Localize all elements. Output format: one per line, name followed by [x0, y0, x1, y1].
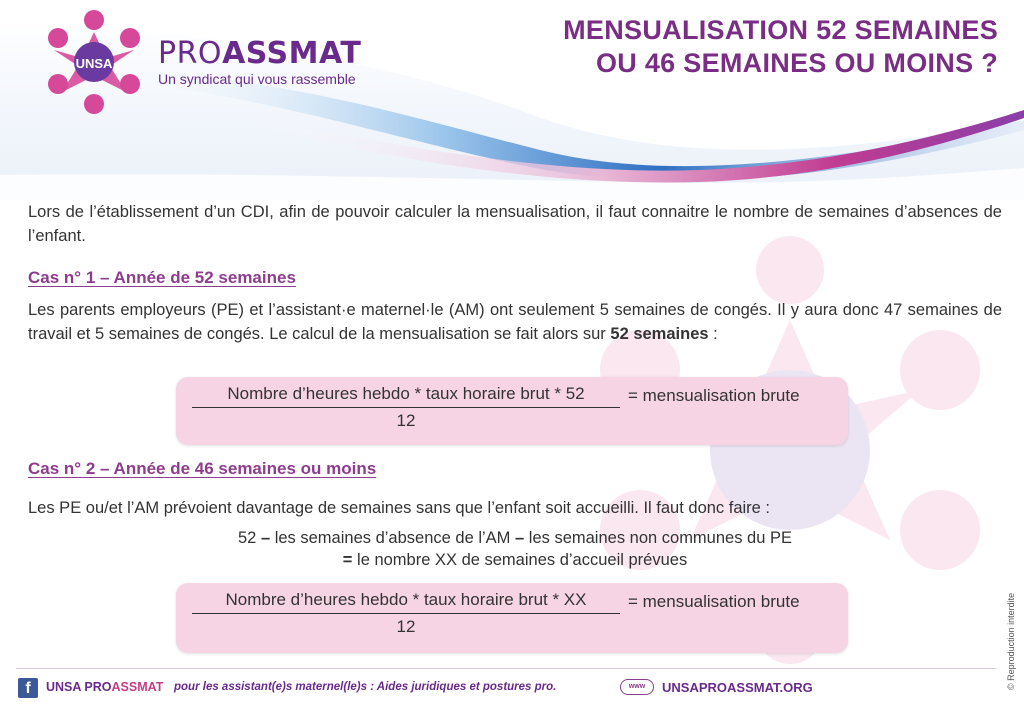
unsa-logo: [34, 6, 154, 118]
case2-formula-box: [176, 583, 848, 653]
case1-formula-result: = mensualisation brute: [628, 386, 800, 405]
case1-fraction: [192, 383, 620, 434]
calc-line2-equals: =: [342, 551, 353, 569]
website-link[interactable]: UNSAPROASSMAT.ORG: [662, 680, 813, 695]
page-title: [478, 14, 998, 80]
logo-text: UNSA: [75, 56, 113, 71]
brand-name-pro: PRO: [158, 36, 223, 71]
reproduction-notice: © Reproduction interdite: [1006, 592, 1016, 690]
www-icon[interactable]: www: [620, 679, 654, 695]
case1-formula-box: [176, 377, 848, 445]
case2-fraction: [192, 589, 620, 640]
brand-block: [158, 38, 361, 87]
calc-line1-e: les semaines non communes du PE: [524, 529, 792, 547]
case1-text-end: :: [708, 325, 718, 343]
footer-brand: [46, 680, 163, 694]
footer-brand-assmat: ASSMAT: [111, 680, 164, 694]
case2-calc-line2: [28, 549, 1002, 571]
intro-paragraph: Lors de l’établissement d’un CDI, afin de pouvoir calculer la mensualisation, il faut connaitre le nombre de semaines d’absences de l’enfant.: [28, 203, 1002, 245]
facebook-icon[interactable]: f: [18, 678, 38, 698]
footer-brand-unsa: UNSA PRO: [46, 680, 112, 694]
brand-tagline: Un syndicat qui vous rassemble: [158, 71, 356, 87]
case1-formula-numerator: Nombre d’heures hebdo * taux horaire brut * 52: [192, 383, 620, 408]
case1-text-bold: 52 semaines: [610, 325, 709, 343]
brand-name: [158, 38, 361, 70]
case1-paragraph: [28, 298, 1002, 346]
calc-line1-a: 52: [238, 529, 261, 547]
case2-formula-denominator: 12: [396, 617, 416, 636]
footer: [0, 668, 1024, 708]
case1-heading: Cas n° 1 – Année de 52 semaines: [28, 268, 296, 287]
calc-line1-c: les semaines d’absence de l’AM: [270, 529, 515, 547]
case2-calculation: [28, 527, 1002, 571]
calc-line2-b: le nombre XX de semaines d’accueil prévues: [352, 551, 688, 569]
page-title-line1: MENSUALISATION 52 SEMAINES: [563, 15, 998, 45]
calc-line1-dash1: –: [260, 529, 271, 547]
case2-calc-line1: [28, 527, 1002, 549]
case2-heading: Cas n° 2 – Année de 46 semaines ou moins: [28, 459, 377, 478]
case1-formula-denominator: 12: [396, 411, 416, 430]
case2-formula-result: = mensualisation brute: [628, 592, 800, 611]
footer-tagline: pour les assistant(e)s maternel(le)s : Aides juridiques et postures pro.: [174, 681, 557, 693]
brand-name-assmat: ASSMAT: [222, 36, 362, 71]
case1-text: Les parents employeurs (PE) et l’assistant·e maternel·le (AM) ont seulement 5 semaines de congés. Il y aura donc 47 semaines de travail et 5 semaines de congés. Le calcul de la mensualisation se fait alors sur: [28, 301, 1002, 343]
page-title-line2: OU 46 SEMAINES OU MOINS ?: [595, 48, 998, 78]
case2-paragraph: Les PE ou/et l’AM prévoient davantage de semaines sans que l’enfant soit accueilli. Il faut donc faire :: [28, 499, 771, 517]
case2-formula-numerator: Nombre d’heures hebdo * taux horaire brut * XX: [192, 589, 620, 614]
calc-line1-dash2: –: [515, 529, 525, 547]
footer-divider: [16, 668, 996, 669]
